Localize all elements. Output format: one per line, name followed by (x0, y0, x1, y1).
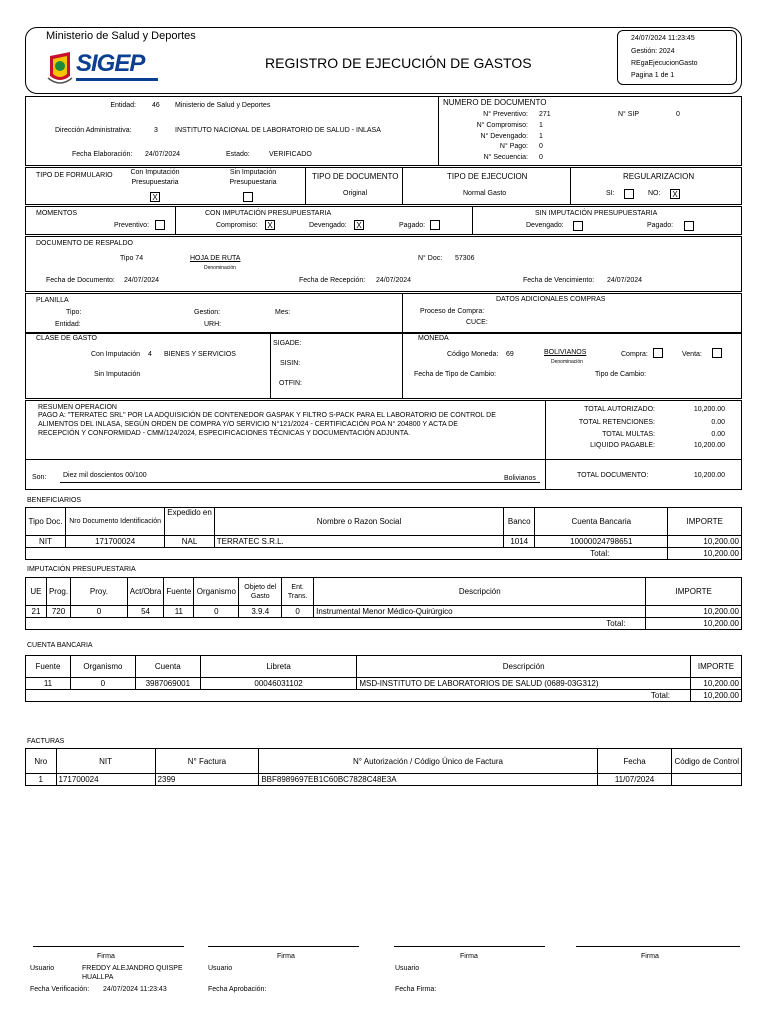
fecha-vencimiento-label: Fecha de Vencimiento: (523, 277, 595, 284)
sin-pagado-checkbox[interactable] (684, 221, 694, 231)
planilla-mes-label: Mes: (275, 309, 291, 316)
moneda-name: BOLIVIANOS (544, 349, 587, 356)
respaldo-denominacion: Denominación (204, 265, 236, 271)
tipo-documento-label: TIPO DE DOCUMENTO (312, 172, 399, 181)
col-importe: IMPORTE (646, 578, 742, 606)
total-documento-label: TOTAL DOCUMENTO: (577, 472, 649, 479)
cell-nro: 1 (26, 774, 57, 786)
facturas-table (25, 748, 742, 786)
sin-devengado-label: Devengado: (526, 222, 564, 229)
cell-cuenta: 10000024798651 (535, 536, 668, 548)
compra-label: Compra: (621, 351, 648, 358)
total-multas-value: 0.00 (711, 431, 725, 438)
devengado-momento-label: Devengado: (309, 222, 347, 229)
fecha-documento-value: 24/07/2024 (124, 277, 160, 284)
pagado-momento-label: Pagado: (399, 222, 426, 229)
fecha-elaboracion-label: Fecha Elaboración: (72, 151, 133, 158)
pagado-checkbox[interactable] (430, 220, 440, 230)
col-prog: Prog. (46, 578, 70, 606)
secuencia-label: N° Secuencia: (483, 154, 528, 161)
logo-underline (76, 78, 158, 81)
total-label: Total: (26, 618, 646, 630)
col-importe: IMPORTE (691, 656, 742, 678)
logo-text: SIGEP (76, 50, 145, 77)
col-libreta: Libreta (200, 656, 357, 678)
sin-imputacion-checkbox[interactable] (243, 192, 253, 202)
cell-nit: 171700024 (56, 774, 155, 786)
col-organismo: Organismo (70, 656, 135, 678)
respaldo-tipo-name: HOJA DE RUTA (190, 255, 241, 262)
col-cuenta: Cuenta (135, 656, 200, 678)
col-objeto-gasto: Objeto del Gasto (239, 578, 282, 606)
si-checkbox[interactable] (624, 189, 634, 199)
sigade-label: SIGADE: (273, 340, 302, 347)
fecha-vencimiento-value: 24/07/2024 (607, 277, 643, 284)
entidad-name: Ministerio de Salud y Deportes (175, 102, 271, 109)
preventivo-momento-label: Preventivo: (114, 222, 150, 229)
table-header-row (26, 656, 742, 678)
fecha-firma-label: Fecha Firma: (395, 986, 437, 993)
sin-imputacion-label: Sin Imputación (229, 169, 277, 176)
clase-section (25, 333, 742, 399)
respaldo-ndoc: 57306 (455, 255, 475, 262)
con-presupuestaria-label: Presupuestaria (131, 179, 179, 186)
respaldo-ndoc-label: N° Doc: (418, 255, 443, 262)
devengado-checkbox[interactable]: X (354, 220, 364, 230)
total-row (26, 548, 742, 560)
tipo-ejecucion-value: Normal Gasto (463, 190, 507, 197)
facturas-title: FACTURAS (27, 738, 65, 745)
firma-label-3: Firma (460, 953, 478, 960)
signature-line-2 (208, 946, 359, 947)
signature-line-1 (33, 946, 184, 947)
compromiso-label: N° Compromiso: (476, 122, 528, 129)
clase-sin-label: Sin Imputación (94, 371, 141, 378)
table-header-row (26, 749, 742, 774)
tipo-formulario-label: TIPO DE FORMULARIO (36, 172, 113, 179)
devengado-value: 1 (539, 133, 543, 140)
fecha-recepcion-label: Fecha de Recepción: (299, 277, 366, 284)
resumen-line-2: ALIMENTOS DEL INLASA, SEGÚN ORDEN DE COMPRA Y/O SERVICIO N°121/2024 - CERTIFICACIÓN POA N° 204800 Y ACTA DE (38, 421, 458, 428)
total-multas-label: TOTAL MULTAS: (602, 431, 655, 438)
entidad-code: 46 (152, 102, 160, 109)
sip-value: 0 (676, 111, 680, 118)
fecha-verificacion-label: Fecha Verificación: (30, 986, 90, 993)
cell-act-obra: 54 (127, 606, 164, 618)
cell-nro-documento: 171700024 (65, 536, 164, 548)
regularizacion-label: REGULARIZACION (623, 172, 695, 181)
usuario-name-line-1: FREDDY ALEJANDRO QUISPE (82, 965, 183, 972)
total-label: Total: (26, 548, 668, 560)
header-report: REgaEjecucionGasto (631, 60, 698, 67)
datos-adicionales-title: DATOS ADICIONALES COMPRAS (496, 296, 606, 303)
col-nro-factura: N° Factura (155, 749, 259, 774)
firma-label-2: Firma (277, 953, 295, 960)
fecha-tipo-cambio-label: Fecha de Tipo de Cambio: (414, 371, 497, 378)
imputacion-title: IMPUTACIÓN PRESUPUESTARIA (27, 566, 136, 573)
preventivo-value: 271 (539, 111, 551, 118)
table-header-row (26, 578, 742, 606)
usuario-label-3: Usuario (395, 965, 420, 972)
col-fuente: Fuente (164, 578, 194, 606)
imputacion-table (25, 577, 742, 630)
col-act-obra: Act/Obra (127, 578, 164, 606)
total-documento-value: 10,200.00 (693, 472, 725, 479)
col-importe: IMPORTE (668, 508, 742, 536)
numero-documento-title: NUMERO DE DOCUMENTO (443, 98, 547, 107)
cell-organismo: 0 (194, 606, 239, 618)
table-row (26, 606, 742, 618)
entidad-label: Entidad: (110, 102, 136, 109)
cell-fecha: 11/07/2024 (597, 774, 672, 786)
usuario-name-line-2: HUALLPA (82, 974, 114, 981)
planilla-title: PLANILLA (36, 297, 69, 304)
codigo-moneda-value: 69 (506, 351, 514, 358)
si-label: SI: (606, 190, 615, 197)
table-row (26, 774, 742, 786)
table-header-row (26, 508, 742, 536)
col-organismo: Organismo (194, 578, 239, 606)
liquido-pagable-label: LIQUIDO PAGABLE: (590, 442, 655, 449)
cell-fuente: 11 (164, 606, 194, 618)
sin-pagado-label: Pagado: (647, 222, 674, 229)
tipo-cambio-label: Tipo de Cambio: (595, 371, 647, 378)
cell-expedido: NAL (165, 536, 214, 548)
col-cuenta-bancaria: Cuenta Bancaria (535, 508, 668, 536)
planilla-gestion-label: Gestion: (194, 309, 221, 316)
resumen-title: RESUMEN OPERACION (38, 404, 117, 411)
signature-line-3 (394, 946, 545, 947)
ministry-name: Ministerio de Salud y Deportes (46, 30, 196, 42)
moneda-denominacion: Denominación (551, 359, 583, 365)
moneda-title: MONEDA (418, 335, 449, 342)
planilla-urh-label: URH: (204, 321, 222, 328)
total-value: 10,200.00 (668, 548, 742, 560)
firma-label-1: Firma (97, 953, 115, 960)
fecha-recepcion-value: 24/07/2024 (376, 277, 412, 284)
proceso-compra-label: Proceso de Compra: (420, 308, 485, 315)
cuenta-bancaria-title: CUENTA BANCARIA (27, 642, 93, 649)
secuencia-value: 0 (539, 154, 543, 161)
estado-value: VERIFICADO (269, 151, 312, 158)
col-descripcion: Descripción (357, 656, 691, 678)
no-label: NO: (648, 190, 661, 197)
col-fuente: Fuente (26, 656, 71, 678)
cell-ue: 21 (26, 606, 47, 618)
clase-gasto-title: CLASE DE GASTO (36, 335, 97, 342)
cuenta-table (25, 655, 742, 702)
devengado-label: N° Devengado: (480, 133, 528, 140)
cell-importe: 10,200.00 (646, 606, 742, 618)
compromiso-checkbox[interactable]: X (265, 220, 275, 230)
col-expedido: Expedido en (165, 508, 214, 536)
col-tipo-doc: Tipo Doc. (26, 508, 66, 536)
fecha-documento-label: Fecha de Documento: (46, 277, 115, 284)
signature-line-4 (576, 946, 740, 947)
cell-cuenta: 3987069001 (135, 678, 200, 690)
momentos-title: MOMENTOS (36, 210, 78, 217)
cell-proy: 0 (71, 606, 128, 618)
cell-importe: 10,200.00 (668, 536, 742, 548)
col-autorizacion: N° Autorización / Código Único de Factura (259, 749, 597, 774)
con-imputacion-checkbox[interactable]: X (150, 192, 160, 202)
planilla-entidad-label: Entidad: (55, 321, 81, 328)
cell-prog: 720 (46, 606, 70, 618)
cell-organismo: 0 (70, 678, 135, 690)
direccion-code: 3 (154, 127, 158, 134)
direccion-label: Dirección Administrativa: (55, 127, 132, 134)
otfin-label: OTFIN: (279, 380, 302, 387)
cell-codigo-control (672, 774, 742, 786)
sin-imputacion-presupuestaria-title: SIN IMPUTACIÓN PRESUPUESTARIA (535, 210, 658, 217)
col-descripcion: Descripción (314, 578, 646, 606)
sin-presupuestaria-label: Presupuestaria (229, 179, 277, 186)
col-ent-trans: Ent. Trans. (282, 578, 314, 606)
tipo-ejecucion-label: TIPO DE EJECUCION (447, 172, 528, 181)
cell-autorizacion: BBF8989697EB1C60BC7828C48E3A (259, 774, 597, 786)
con-imputacion-label: Con Imputación (130, 169, 180, 176)
moneda-literal: Bolivianos (504, 475, 536, 482)
col-nro: Nro (26, 749, 57, 774)
cell-nombre: TERRATEC S.R.L. (214, 536, 503, 548)
total-row (26, 690, 742, 702)
total-autorizado-label: TOTAL AUTORIZADO: (584, 406, 655, 413)
header-page: Pagina 1 de 1 (631, 72, 675, 79)
fecha-elaboracion-value: 24/07/2024 (145, 151, 181, 158)
codigo-moneda-label: Código Moneda: (447, 351, 499, 358)
planilla-section (25, 293, 742, 333)
respaldo-tipo: Tipo 74 (120, 255, 144, 262)
col-ue: UE (26, 578, 47, 606)
fecha-verificacion-value: 24/07/2024 11:23:43 (103, 986, 167, 993)
preventivo-checkbox[interactable] (155, 220, 165, 230)
planilla-tipo-label: Tipo: (66, 309, 82, 316)
sisin-label: SISIN: (280, 360, 301, 367)
compra-checkbox[interactable] (653, 348, 663, 358)
sigep-logo (46, 48, 166, 88)
total-retenciones-value: 0.00 (711, 419, 725, 426)
cell-libreta: 00046031102 (200, 678, 357, 690)
usuario-label-1: Usuario (30, 965, 55, 972)
estado-label: Estado: (226, 151, 250, 158)
tipo-documento-value: Original (343, 190, 368, 197)
beneficiarios-title: BENEFICIARIOS (27, 497, 82, 504)
total-value: 10,200.00 (646, 618, 742, 630)
clase-con-code: 4 (148, 351, 152, 358)
clase-con-label: Con Imputación (91, 351, 141, 358)
table-row (26, 678, 742, 690)
compromiso-value: 1 (539, 122, 543, 129)
cell-descripcion: Instrumental Menor Médico-Quirúrgico (314, 606, 646, 618)
table-row (26, 536, 742, 548)
venta-checkbox[interactable] (712, 348, 722, 358)
venta-label: Venta: (682, 351, 702, 358)
pago-value: 0 (539, 143, 543, 150)
header-datetime: 24/07/2024 11:23:45 (631, 35, 695, 42)
pago-label: N° Pago: (499, 143, 528, 150)
sip-label: N° SIP (618, 111, 640, 118)
son-value: Diez mil doscientos 00/100 (63, 472, 147, 479)
clase-con-value: BIENES Y SERVICIOS (164, 351, 236, 358)
col-fecha: Fecha (597, 749, 672, 774)
col-nit: NIT (56, 749, 155, 774)
fecha-aprobacion-label: Fecha Aprobación: (208, 986, 267, 993)
sin-devengado-checkbox[interactable] (573, 221, 583, 231)
total-retenciones-label: TOTAL RETENCIONES: (578, 419, 655, 426)
compromiso-momento-label: Compromiso: (216, 222, 258, 229)
direccion-name: INSTITUTO NACIONAL DE LABORATORIO DE SALUD - INLASA (175, 127, 381, 134)
cell-nro-factura: 2399 (155, 774, 259, 786)
liquido-pagable-value: 10,200.00 (693, 442, 725, 449)
cell-objeto-gasto: 3.9.4 (239, 606, 282, 618)
total-row (26, 618, 742, 630)
resumen-line-3: RECEPCIÓN Y CONFORMIDAD - CMM/124/2024, ESPECIFICACIONES TÉCNICAS Y DOCUMENTACIÓN ADJUNTA. (38, 430, 411, 437)
con-imputacion-presupuestaria-title: CON IMPUTACIÓN PRESUPUESTARIA (205, 210, 332, 217)
total-autorizado-value: 10,200.00 (693, 406, 725, 413)
cell-importe: 10,200.00 (691, 678, 742, 690)
col-nombre: Nombre o Razon Social (214, 508, 503, 536)
col-codigo-control: Código de Control (672, 749, 742, 774)
firma-label-4: Firma (641, 953, 659, 960)
son-label: Son: (32, 474, 47, 481)
preventivo-label: N° Preventivo: (483, 111, 528, 118)
total-label: Total: (26, 690, 691, 702)
cuce-label: CUCE: (466, 319, 488, 326)
page-title: REGISTRO DE EJECUCIÓN DE GASTOS (265, 55, 532, 71)
respaldo-title: DOCUMENTO DE RESPALDO (36, 240, 133, 247)
col-proy: Proy. (71, 578, 128, 606)
col-nro-documento: Nro Documento Identificación (65, 508, 164, 536)
cell-tipo-doc: NIT (26, 536, 66, 548)
cell-banco: 1014 (504, 536, 535, 548)
no-checkbox[interactable]: X (670, 189, 680, 199)
usuario-label-2: Usuario (208, 965, 233, 972)
cell-descripcion: MSD-INSTITUTO DE LABORATORIOS DE SALUD (0689-03G312) (357, 678, 691, 690)
total-value: 10,200.00 (691, 690, 742, 702)
cell-fuente: 11 (26, 678, 71, 690)
header-gestion: Gestión: 2024 (631, 48, 675, 55)
col-banco: Banco (504, 508, 535, 536)
beneficiarios-table (25, 507, 742, 560)
resumen-line-1: PAGO A: "TERRATEC SRL" POR LA ADQUISICIÓN DE CONTENEDOR GASPAK Y FILTRO S-PACK PARA EL LABORATORIO DE CONTROL DE (38, 412, 496, 419)
cell-ent-trans: 0 (282, 606, 314, 618)
